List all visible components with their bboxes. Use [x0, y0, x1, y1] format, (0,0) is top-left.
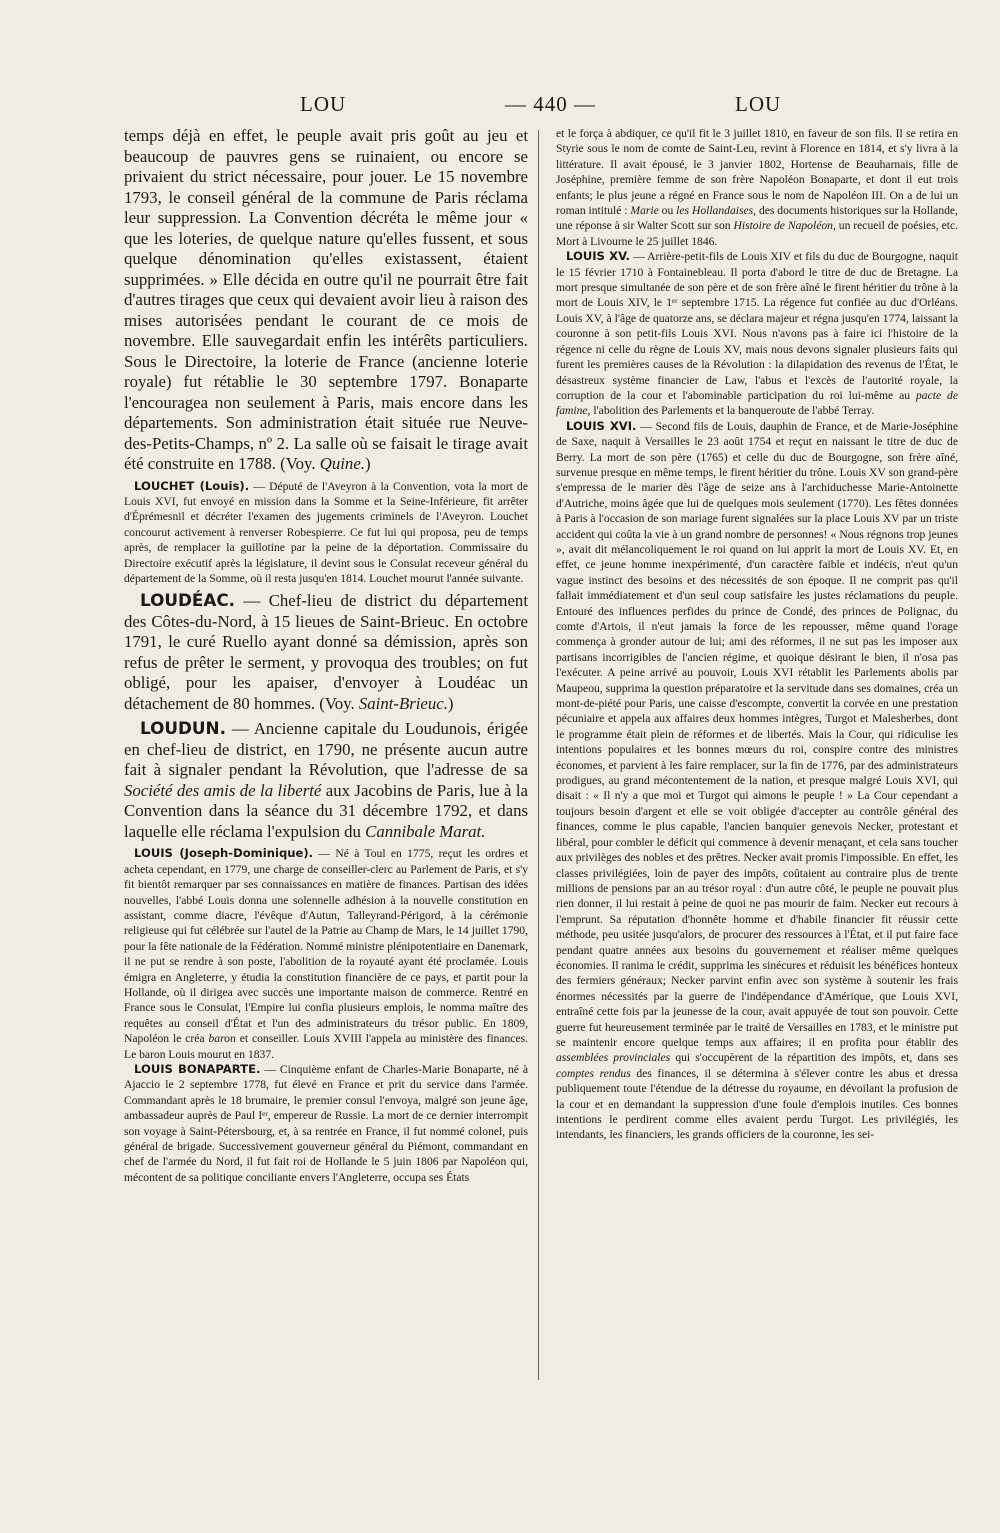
entry-loudun-text2: aux Jacobins de Paris, lue à la Convention dans la séance du 31 décembre 1792, et dans laquelle elle réclama l'expulsion du [124, 780, 528, 841]
entry-louis-bonaparte-continued [556, 126, 958, 249]
header-left-word: LOU [300, 92, 347, 116]
entry-louis-bonaparte [124, 1062, 528, 1185]
entry-louis-jd-text2: et conseiller. Louis XVIII l'appela au ministère des finances. Le baron Louis mourut en 1837. [124, 1032, 529, 1061]
title-marie: Marie [630, 204, 659, 218]
title-hollandaises: les Hollandaises, [676, 204, 757, 218]
entry-louis-xvi-text: — Second fils de Louis, dauphin de France, et de Marie-Joséphine de Saxe, naquit à Versailles le 23 août 1754 et reçut en naissant le titre de duc de Berry. La mort de son père (1765) et celle du duc de Bourgogne, son frère aîné, survenue presque en même temps, le firent héritier du trône. Louis XV son grand-père s'empressa de le marier dès l'âge de seize ans à l'archiduchesse Marie-Antoinette d'Autriche, moins âgée que lui de quelques mois seulement (1770). Les fêtes données à Paris à l'occasion de son mariage furent signalées sur la place Louis XV par un triste accident qui coûta la vie à un grand nombre de personnes! « Nous régnons trop jeunes », avait dit mélancoliquement le roi quand on lui apprit la mort de Louis XV. Et, en effet, ce jeune homme inexpérimenté, d'un caractère faible et indécis, n'eut qu'un vague instinct des besoins et des nécessités de son époque. Il ne comprit pas qu'il fallait immédiatement et d'un seul coup satisfaire les justes réclamations du peuple. Entouré des influences perfides du prince de Condé, des princes de Polignac, du comte d'Artois, il n'eut jamais la force de les repousser, même quand l'orage commença à gronder autour de lui; ami des réformes, il ne sut pas les imposer aux partisans incorrigibles de l'ancien régime, et quoique désirant le bien, il n'osa pas l'exécuter. A peine arrivé au pouvoir, Louis XVI rétablit les Parlements abolis par Maupeou, supprima la question préparatoire et la servitude dans ses domaines, créa un mont-de-piété pour Paris, une caisse d'escompte, convertit la corvée en une prestation pécuniaire et appela aux affaires deux hommes intègres, Turgot et Malesherbes, dont le programme était plein de réformes et de libertés. Mais la Cour, qui ridiculise les intentions populaires et les bonnes mœurs du roi, conspire contre des ministres économes, et parvient à les faire remplacer, sur la fin de 1776, par des administrateurs prodigues, au grand mécontentement de la nation, et presque malgré Louis XVI, qui disait : « Il n'y a que moi et Turgot qui aimons le peuple ! » La Cour cependant a toujours besoin d'argent et elle se voit obligée d'accepter au contrôle général des finances, comme le plus capable, l'ancien banquier genevois Necker, protestant et libéral, pour combler le déficit qui commence à devenir menaçant, et cela sans toucher aux privilèges des nobles et des prêtres. Necker avait promis l'impossible. En effet, les classes privilégiées, loin de payer des impôts, coûtaient au contraire plus de trente millions de pensions par an au trésor royal : d'un autre côté, le peuple ne pouvait plus rien donner, il lui restait à peine de quoi ne pas mourir de faim. Necker eut recours à l'emprunt. Sa réputation d'honnête homme et d'habile financier fit réussir cette méthode, peu usitée jusqu'alors, de procurer des ressources à l'État, et il put faire face pendant quatre années aux besoins du gouvernement et réaliser même quelques économies. Il ranima le crédit, supprima les sinécures et réduisit les bénéfices honteux des fermiers généraux; Necker parvint enfin avec son système à soutenir les frais énormes nécessités par la guerre de l'indépendance d'Amérique, que Louis XVI, entraîné cette fois par la jeunesse de la cour, avait appuyée de tout son pouvoir. Cette guerre fut heureusement terminée par le traité de Versailles en 1783, et le ministre put se maintenir encore quelque temps aux affaires; il en profita pour établir des [556, 419, 959, 1049]
bonaparte-cont-end: un recueil de poésies, etc. Mort à Livourne le 25 juillet 1846. [556, 219, 959, 248]
headword-louis-xv: LOUIS XV. [566, 249, 630, 264]
headword-loudun: LOUDUN. [140, 718, 226, 739]
entry-louis-joseph-dominique [124, 846, 528, 1062]
column-divider [538, 130, 539, 1380]
headword-louis-xvi: LOUIS XVI. [566, 418, 637, 433]
entry-louis-xvi [556, 419, 958, 1143]
title-histoire-napoleon: Histoire de Napoléon, [733, 219, 836, 233]
headword-louis-bonaparte: LOUIS BONAPARTE. [134, 1062, 261, 1077]
entry-loudun-marat: Cannibale Marat. [365, 821, 486, 841]
entry-louis-bonaparte-text: — Cinquième enfant de Charles-Marie Bonaparte, né à Ajaccio le 2 septembre 1778, fut élevé en France et prit du service dans l'armée. Commandant après le 18 brumaire, le premier consul l'envoya, malgré son jeune âge, ambassadeur auprès de Paul Iᵉʳ, empereur de Russie. La mort de ce dernier interrompit son voyage à Saint-Pétersbourg, et, à sa rentrée en France, il fut nommé colonel, puis général de brigade. Successivement gouverneur général du Piémont, commandant en chef de l'armée du Nord, il fut fait roi de Hollande le 5 juin 1806 par Napoléon qui, mécontent de sa politique conciliante envers l'Angleterre, occupa ses États [124, 1063, 528, 1184]
entry-louis-xv-end: l'abolition des Parlements et la banqueroute de l'abbé Terray. [593, 404, 875, 418]
lottery-paragraph [124, 126, 528, 475]
entry-loudeac-crossref: Saint-Brieuc. [358, 693, 448, 713]
entry-loudun-text: — Ancienne capitale du Loudunois, érigée en chef-lieu de district, en 1790, ne présente aucun autre fait à signaler pendant la Révolution, que l'adresse de sa [124, 719, 528, 780]
page-number: — 440 — [505, 92, 596, 116]
entry-louchet-text: — Député de l'Aveyron à la Convention, vota la mort de Louis XVI, fut envoyé en mission dans la Somme et la Seine-Inférieure, fit arrêter d'Éprémesnil et décréter l'examen des jugements criminels de l'Aveyron. Louchet concourut activement à renverser Robespierre. Ce fut lui qui proposa, peu de temps après, de remplacer la guillotine par la peine de la déportation. Commissaire du Directoire exécutif après la législature, il devint sous le Consulat receveur général du département de la Somme, où il resta jusqu'en 1814. Louchet mourut l'année suivante. [124, 479, 528, 585]
entry-loudeac-text: — Chef-lieu de district du département des Côtes-du-Nord, à 15 lieues de Saint-Brieuc. En octobre 1791, le curé Ruello ayant donné sa démission, après son refus de prêter le serment, y provoqua des troubles; on fut obligé, pour les apaiser, d'envoyer à Loudéac un détachement de 80 hommes. (Voy. [124, 591, 528, 713]
entry-louis-xvi-end: des finances, il se détermina à s'élever contre les abus et dressa publiquement toute l'étendue de la détresse du royaume, en dévoilant la profusion de la cour et en demandant la suppression d'une foule d'emplois inutiles. Ces bonnes intentions le perdirent comme elles avaient perdu Turgot. Les privilégiés, les intendants, les financiers, les grands officiers de la couronne, les sei- [556, 1066, 958, 1142]
bonaparte-cont-ou: ou [661, 204, 674, 218]
entry-loudeac-end: ) [447, 693, 454, 713]
lottery-text: temps déjà en effet, le peuple avait pris goût au jeu et beaucoup de pauvres gens se ruinaient, ou encore se privaient du strict nécessaire, pour jouer. Le 15 novembre 1793, le conseil général de la commune de Paris réclama leur suppression. La Convention décréta le même jour « que les loteries, de quelque nature qu'elles fussent, et sous quelque dénomination qu'elles existassent, étaient supprimées. » Elle décida en outre qu'il ne pourrait être fait d'autres tirages que ceux qui devaient avoir lieu à raison des mises autorisées pendant le courant de ce mois de novembre. Elle sauvegardait enfin les intérêts particuliers. Sous le Directoire, la loterie de France (ancienne loterie royale) fut rétablie le 30 septembre 1797. Bonaparte l'encouragea non seulement à Paris, mais encore dans les départements. Son administration était située rue Neuve-des-Petits-Champs, nº 2. La salle où se faisait le tirage avait été construite en 1788. (Voy. [124, 126, 528, 473]
lottery-end: ) [364, 454, 371, 473]
headword-louchet: LOUCHET (Louis). [134, 478, 250, 493]
entry-louis-jd-text: — Né à Toul en 1775, reçut les ordres et acheta cependant, en 1779, une charge de conseiller-clerc au Parlement de Paris, et s'y fit bientôt remarquer par ses connaissances en matière de finances. Partisan des idées nouvelles, l'abbé Louis donna une solennelle adhésion à la nouvelle constitution en assistant, comme diacre, l'évêque d'Autun, Talleyrand-Périgord, à la cérémonie religieuse qui fut célébrée sur l'autel de la Patrie au Champ de Mars, le 14 juillet 1790, pour la fête nationale de la Fédération. Nommé ministre plénipotentiaire en Danemark, il ne put se rendre à son poste, l'abolition de la royauté ayant été proclamée. Louis émigra en Angleterre, y étudia la constitution financière de ce pays, et partit pour la Hollande, où il dirigea avec succès une importante maison de commerce. Rentré en France sous le Consulat, l'Empire lui confia plusieurs emplois, le nomma maître des requêtes au conseil d'État et l'un des administrateurs du trésor public. En 1809, Napoléon le créa [124, 847, 528, 1046]
entry-louis-xvi-comptes: comptes rendus [556, 1066, 631, 1080]
entry-louis-xvi-assemblees: assemblées provinciales [556, 1051, 671, 1065]
headword-louis-joseph-dominique: LOUIS (Joseph-Dominique). [134, 846, 314, 861]
right-column [556, 126, 958, 1143]
entry-loudeac [124, 590, 528, 714]
header-right-word: LOU [735, 92, 782, 116]
entry-louis-xv-text: — Arrière-petit-fils de Louis XIV et fils du duc de Bourgogne, naquit le 15 février 1710 à Fontainebleau. Il porta d'abord le titre de duc de Bretagne. La mort presque simultanée de son père et de son frère aîné le firent héritier du trône à la mort de Louis XIV, le 1ᵉʳ septembre 1715. La régence fut confiée au duc d'Orléans. Louis XV, à l'âge de quatorze ans, se déclara majeur et régna jusqu'en 1774, laissant la couronne à son petit-fils Louis XVI. Nous n'avons pas à faire ici l'histoire de la régence ni celle du règne de Louis XV, mais nous devons signaler plusieurs faits qui furent les premières causes de la Révolution : la dilapidation des revenus de l'État, le désastreux système financier de Law, l'abus et l'excès de l'autorité royale, la corruption de la cour et l'abominable participation du roi lui-même au [556, 250, 959, 402]
entry-louchet [124, 479, 528, 587]
entry-louis-xvi-mid: qui s'occupèrent de la répartition des impôts, et, dans ses [675, 1051, 958, 1065]
entry-louis-xv-pacte: pacte de famine, [556, 388, 958, 418]
running-header [0, 92, 1000, 118]
entry-loudun [124, 718, 528, 842]
bonaparte-cont-text: et le força à abdiquer, ce qu'il fit le 3 juillet 1810, en faveur de son fils. Il se retira en Styrie sous le nom de comte de Saint-Leu, revint à Florence en 1814, et s'y livra à la littérature. Il avait épousé, le 3 janvier 1802, Hortense de Beauharnais, fille de Joséphine, première femme de son frère Napoléon Bonaparte, et dont il eut trois enfants; le plus jeune a régné en France sous le nom de Napoléon III. On a de lui un roman intitulé : [556, 127, 958, 218]
bonaparte-cont-mid: des documents historiques sur la Hollande, une réponse à sir Walter Scott sur son [556, 204, 958, 233]
entry-loudun-society: Société des amis de la liberté [124, 780, 322, 800]
entry-louis-jd-baron: baron [208, 1032, 236, 1046]
headword-loudeac: LOUDÉAC. [140, 590, 236, 611]
lottery-crossref: Quine. [319, 454, 365, 473]
left-column [124, 126, 528, 1185]
entry-louis-xv [556, 249, 958, 418]
